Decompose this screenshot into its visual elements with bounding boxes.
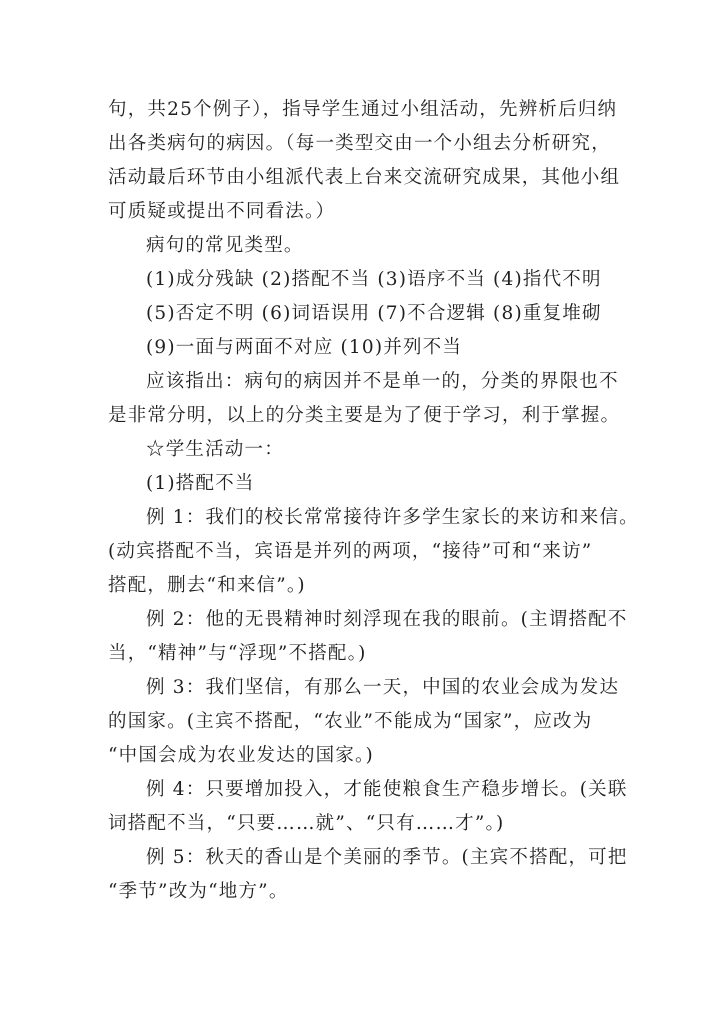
- text-line: 词搭配不当，“只要……就”、“只有……才”。): [108, 813, 505, 834]
- text-line: “中国会成为农业发达的国家。): [108, 745, 374, 766]
- text-line: (9)一面与两面不对应 (10)并列不当: [146, 337, 463, 358]
- text-line: (5)否定不明 (6)词语误用 (7)不合逻辑 (8)重复堆砌: [146, 303, 602, 324]
- text-line: “季节”改为“地方”。: [108, 881, 289, 902]
- section-heading: 病句的常见类型。: [146, 235, 304, 256]
- text-line: 句，共25个例子），指导学生通过小组活动，先辨析后归纳: [108, 99, 618, 120]
- text-line: 的国家。(主宾不搭配，“农业”不能成为“国家”，应改为: [108, 711, 593, 732]
- example-line: 例 5：秋天的香山是个美丽的季节。(主宾不搭配，可把: [146, 847, 628, 868]
- example-line: 例 4：只要增加投入，才能使粮食生产稳步增长。(关联: [146, 779, 628, 800]
- text-line: 当，“精神”与“浮现”不搭配。): [108, 643, 367, 664]
- activity-heading: ☆学生活动一：: [146, 439, 284, 460]
- text-line: (动宾搭配不当，宾语是并列的两项，“接待”可和“来访”: [108, 541, 593, 562]
- text-line: 是非常分明，以上的分类主要是为了便于学习，利于掌握。: [108, 405, 621, 426]
- text-line: (1)成分残缺 (2)搭配不当 (3)语序不当 (4)指代不明: [146, 269, 602, 290]
- text-line: 搭配，删去“和来信”。): [108, 575, 306, 596]
- subsection-heading: (1)搭配不当: [146, 473, 255, 494]
- example-line: 例 3：我们坚信，有那么一天，中国的农业会成为发达: [146, 677, 620, 698]
- text-line: 可质疑或提出不同看法。）: [108, 201, 336, 222]
- example-line: 例 2：他的无畏精神时刻浮现在我的眼前。(主谓搭配不: [146, 609, 628, 630]
- text-line: 活动最后环节由小组派代表上台来交流研究成果，其他小组: [108, 167, 621, 188]
- text-line: 出各类病句的病因。（每一类型交由一个小组去分析研究，: [108, 133, 611, 154]
- text-line: 应该指出：病句的病因并不是单一的，分类的界限也不: [146, 371, 619, 392]
- example-line: 例 1：我们的校长常常接待许多学生家长的来访和来信。: [146, 507, 639, 528]
